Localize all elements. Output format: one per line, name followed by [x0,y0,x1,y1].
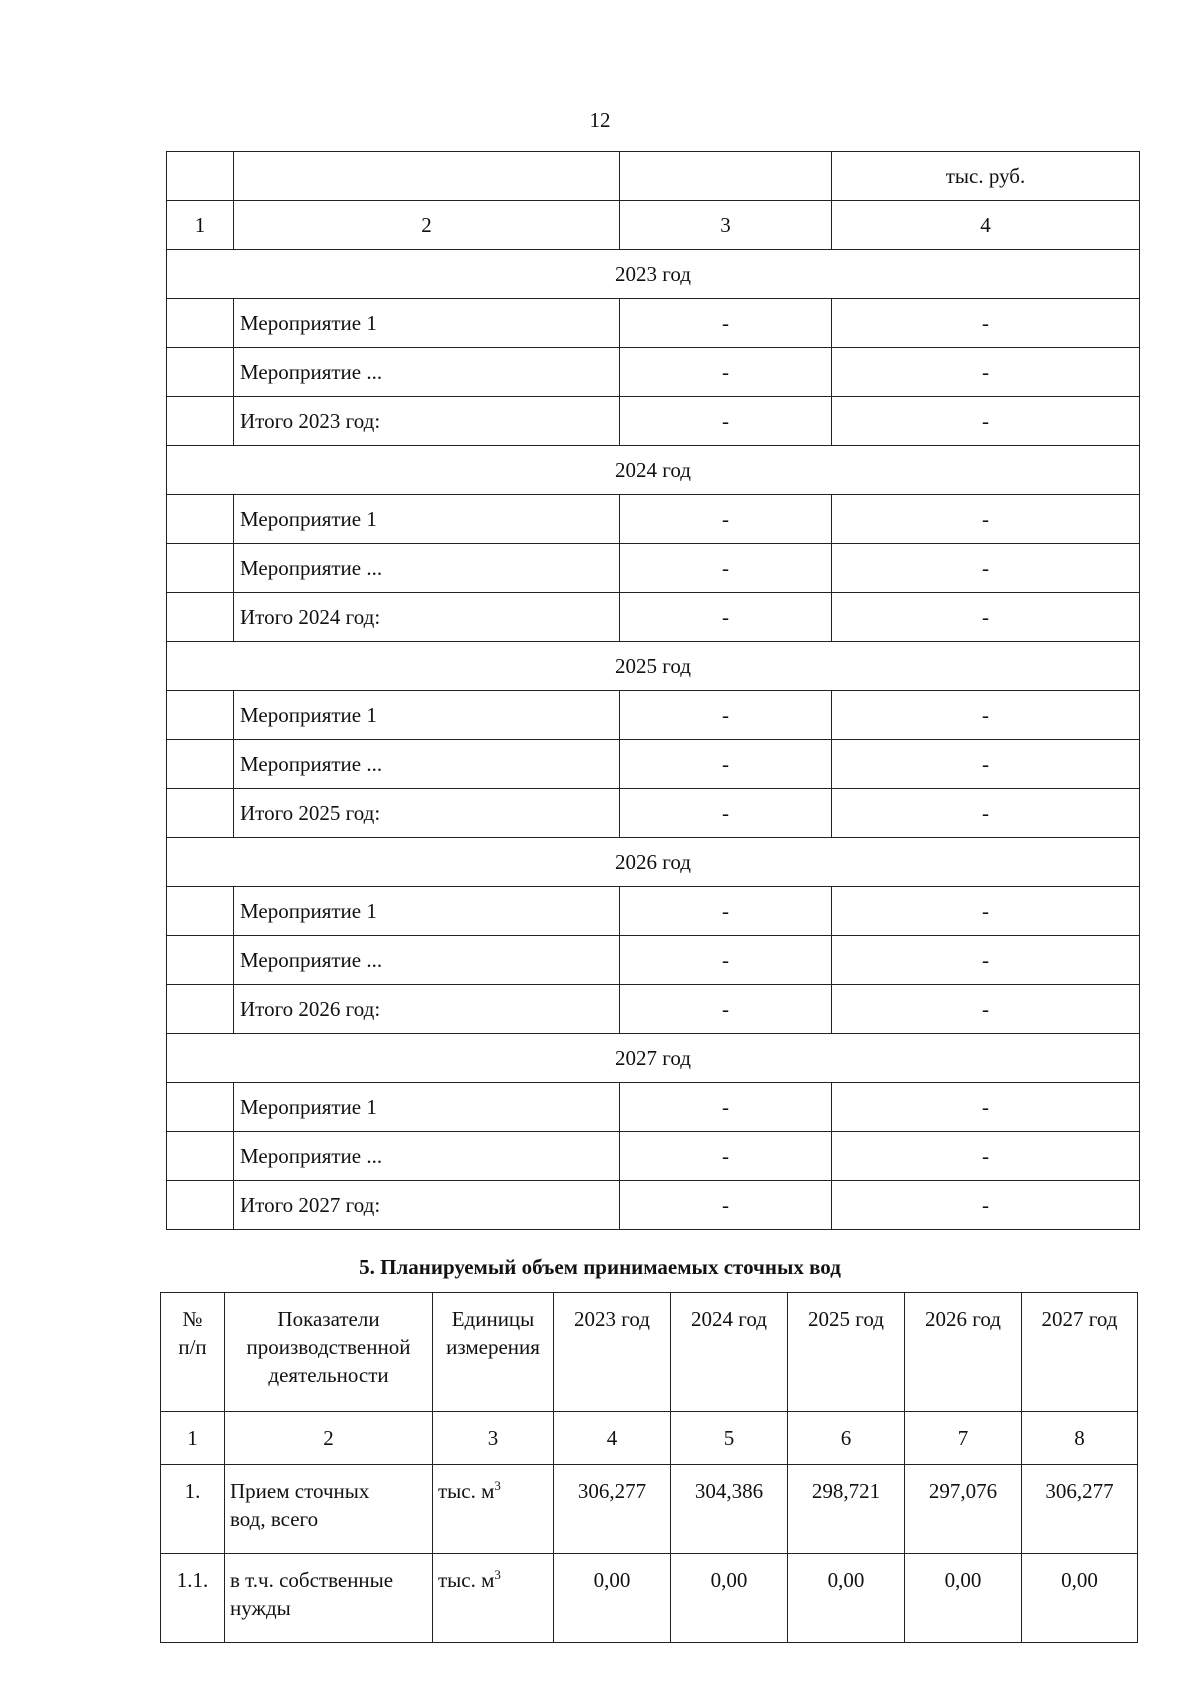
table-row [167,1083,1140,1132]
unit-superscript: 3 [494,1478,501,1493]
activity-name: Мероприятие ... [234,1132,620,1181]
value-cell: - [620,397,832,446]
activity-name: Мероприятие ... [234,348,620,397]
column-number: 8 [1022,1412,1138,1465]
row-number: 1.1. [161,1554,225,1643]
column-header: № п/п [161,1293,225,1412]
column-header: 2023 год [554,1293,671,1412]
table-row [167,985,1140,1034]
table-row [167,495,1140,544]
value-cell: - [832,495,1140,544]
column-number: 7 [905,1412,1022,1465]
empty-cell [167,152,234,201]
year-row [167,838,1140,887]
value-cell: - [620,691,832,740]
row-number [167,936,234,985]
column-number: 3 [433,1412,554,1465]
value-cell: 297,076 [905,1465,1022,1554]
value-cell: - [832,740,1140,789]
year-row [167,446,1140,495]
value-cell: 298,721 [788,1465,905,1554]
wastewater-volume-table [160,1292,1138,1643]
year-row [167,250,1140,299]
year-heading: 2025 год [167,642,1140,691]
activity-name: Мероприятие 1 [234,495,620,544]
table-row [167,593,1140,642]
column-number: 4 [832,201,1140,250]
activity-name: Итого 2027 год: [234,1181,620,1230]
value-cell: - [832,1083,1140,1132]
table-row [167,691,1140,740]
value-cell: - [620,348,832,397]
row-number [167,593,234,642]
table-row [167,397,1140,446]
value-cell: - [832,397,1140,446]
section-title: 5. Планируемый объем принимаемых сточных вод [359,1255,841,1279]
activity-name: Мероприятие 1 [234,299,620,348]
indicator-name: Прием сточных вод, всего [225,1465,433,1554]
year-row [167,642,1140,691]
activity-name: Итого 2025 год: [234,789,620,838]
row-number [167,887,234,936]
table-row [167,936,1140,985]
value-cell: - [832,789,1140,838]
activity-name: Мероприятие ... [234,740,620,789]
unit-superscript: 3 [494,1567,501,1582]
value-cell: - [620,936,832,985]
row-number: 1. [161,1465,225,1554]
value-cell: 0,00 [554,1554,671,1643]
value-cell: - [832,887,1140,936]
unit-cell: тыс. $м^3$ [433,1554,554,1643]
column-number-row [161,1412,1138,1465]
column-number: 2 [234,201,620,250]
row-number [167,299,234,348]
table-row [167,740,1140,789]
table-row [167,789,1140,838]
unit-cell: тыс. $м^3$ [433,1465,554,1554]
value-cell: - [620,495,832,544]
value-cell: - [832,299,1140,348]
row-number [167,495,234,544]
value-cell: - [832,936,1140,985]
row-number [167,740,234,789]
column-number: 1 [161,1412,225,1465]
column-number: 2 [225,1412,433,1465]
value-cell: 0,00 [905,1554,1022,1643]
indicator-name: в т.ч. собственные нужды [225,1554,433,1643]
value-cell: - [620,789,832,838]
column-header: 2024 год [671,1293,788,1412]
year-heading: 2023 год [167,250,1140,299]
value-cell: 0,00 [671,1554,788,1643]
table-row [167,348,1140,397]
activity-name: Мероприятие 1 [234,1083,620,1132]
value-cell: - [620,887,832,936]
value-cell: - [832,544,1140,593]
row-number [167,1083,234,1132]
value-cell: - [620,544,832,593]
table-row [167,887,1140,936]
year-heading: 2024 год [167,446,1140,495]
value-cell: - [620,985,832,1034]
value-cell: 306,277 [1022,1465,1138,1554]
value-cell: 0,00 [1022,1554,1138,1643]
activity-name: Мероприятие ... [234,936,620,985]
value-cell: - [832,1132,1140,1181]
value-cell: - [620,1181,832,1230]
value-cell: - [832,1181,1140,1230]
column-number: 4 [554,1412,671,1465]
column-header: 2026 год [905,1293,1022,1412]
table-row [167,544,1140,593]
value-cell: - [620,593,832,642]
activity-name: Итого 2026 год: [234,985,620,1034]
activity-name: Мероприятие 1 [234,691,620,740]
year-heading: 2026 год [167,838,1140,887]
unit-row [167,152,1140,201]
column-number: 3 [620,201,832,250]
value-cell: - [620,1083,832,1132]
table-row [167,299,1140,348]
table-row [167,1132,1140,1181]
column-number: 6 [788,1412,905,1465]
activity-name: Итого 2024 год: [234,593,620,642]
row-number [167,985,234,1034]
row-number [167,348,234,397]
activities-table [166,151,1140,1230]
row-number [167,789,234,838]
row-number [167,1181,234,1230]
table-row [161,1465,1138,1554]
column-header: Единицы измерения [433,1293,554,1412]
unit-label: тыс. руб. [832,152,1140,201]
activity-name: Итого 2023 год: [234,397,620,446]
value-cell: - [832,985,1140,1034]
value-cell: 0,00 [788,1554,905,1643]
value-cell: 304,386 [671,1465,788,1554]
row-number [167,544,234,593]
column-header: 2025 год [788,1293,905,1412]
column-number: 1 [167,201,234,250]
value-cell: - [620,1132,832,1181]
header-row [161,1293,1138,1412]
table-row [161,1554,1138,1643]
value-cell: - [832,593,1140,642]
value-cell: 306,277 [554,1465,671,1554]
year-heading: 2027 год [167,1034,1140,1083]
empty-cell [620,152,832,201]
activity-name: Мероприятие 1 [234,887,620,936]
column-header: 2027 год [1022,1293,1138,1412]
value-cell: - [832,691,1140,740]
column-number-row [167,201,1140,250]
row-number [167,397,234,446]
value-cell: - [620,740,832,789]
year-row [167,1034,1140,1083]
empty-cell [234,152,620,201]
table-row [167,1181,1140,1230]
column-header: Показатели производственной деятельности [225,1293,433,1412]
page-number: 12 [589,108,611,132]
column-number: 5 [671,1412,788,1465]
row-number [167,691,234,740]
row-number [167,1132,234,1181]
value-cell: - [832,348,1140,397]
value-cell: - [620,299,832,348]
activity-name: Мероприятие ... [234,544,620,593]
